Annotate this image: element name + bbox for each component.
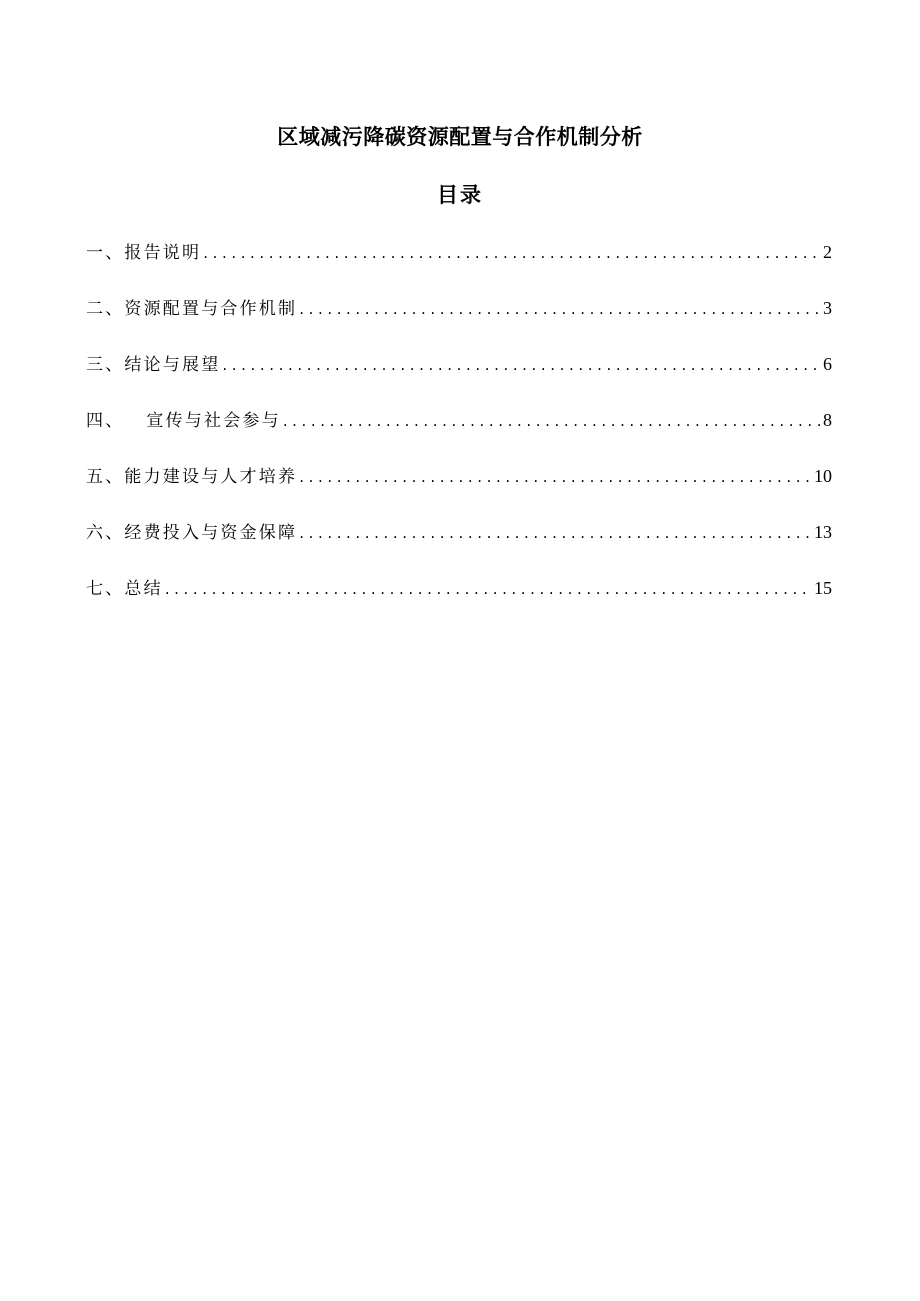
toc-entry-title: 宣传与社会参与 xyxy=(146,411,281,431)
toc-dot-leader xyxy=(203,239,821,267)
toc-dot-leader xyxy=(283,407,821,435)
toc-dot-leader xyxy=(299,463,812,491)
toc-entry-6[interactable] xyxy=(86,518,832,574)
toc-entry-label xyxy=(86,295,297,323)
toc-entry-number: 三、 xyxy=(86,355,125,375)
toc-page-number: 15 xyxy=(814,578,832,598)
toc-entry-label xyxy=(86,463,297,491)
toc-dot-leader xyxy=(299,295,821,323)
toc-entry-label xyxy=(86,519,297,547)
toc-entry-label xyxy=(86,351,220,379)
toc-entry-2[interactable] xyxy=(86,294,832,350)
toc-entry-number: 五、 xyxy=(86,467,125,487)
toc-entry-4[interactable] xyxy=(86,406,832,462)
toc-page-number: 6 xyxy=(823,354,832,374)
toc-entry-3[interactable] xyxy=(86,350,832,406)
toc-entry-label xyxy=(86,407,281,435)
toc-dot-leader xyxy=(299,519,812,547)
toc-heading: 目录 xyxy=(437,183,483,207)
toc-page-number: 13 xyxy=(814,522,832,542)
toc-entry-number: 一、 xyxy=(86,243,125,263)
toc-entry-title: 报告说明 xyxy=(124,243,202,263)
toc-entry-5[interactable] xyxy=(86,462,832,518)
toc-entry-1[interactable] xyxy=(86,238,832,294)
toc-page-number: 2 xyxy=(823,242,832,262)
toc-dot-leader xyxy=(165,575,812,603)
toc-entry-label xyxy=(86,575,163,603)
toc-entry-title: 结论与展望 xyxy=(124,355,221,375)
toc-entry-title: 总结 xyxy=(124,579,163,599)
toc-entry-7[interactable] xyxy=(86,574,832,630)
toc-page-number: 10 xyxy=(814,466,832,486)
toc-entry-number: 七、 xyxy=(86,579,125,599)
toc-entry-label xyxy=(86,239,201,267)
toc-page-number: 8 xyxy=(823,410,832,430)
toc-entry-title: 能力建设与人才培养 xyxy=(124,467,298,487)
toc-dot-leader xyxy=(222,351,821,379)
toc-page-number: 3 xyxy=(823,298,832,318)
toc-entry-title: 资源配置与合作机制 xyxy=(124,299,298,319)
table-of-contents xyxy=(86,238,832,630)
toc-entry-number: 二、 xyxy=(86,299,125,319)
toc-entry-title: 经费投入与资金保障 xyxy=(124,523,298,543)
toc-entry-number: 四、 xyxy=(86,411,125,431)
toc-entry-number: 六、 xyxy=(86,523,125,543)
document-title: 区域减污降碳资源配置与合作机制分析 xyxy=(277,125,643,149)
